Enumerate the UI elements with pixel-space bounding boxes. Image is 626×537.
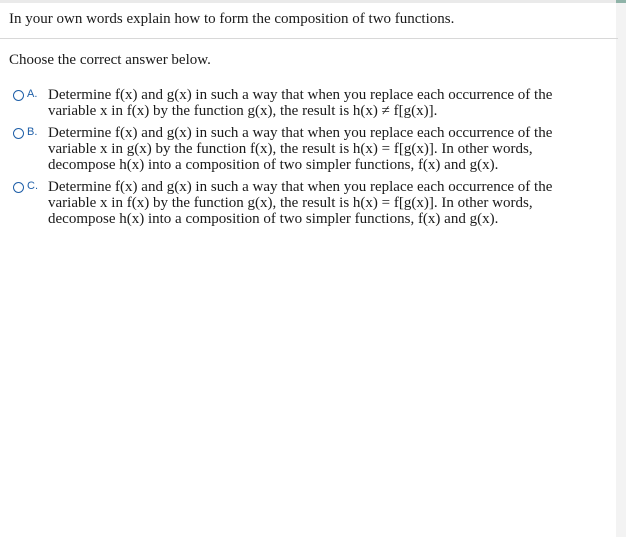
- right-rail-accent: [616, 0, 626, 3]
- choice-text-line: variable x in g(x) by the function f(x), the result is h(x) = f[g(x)]. In other words,: [48, 141, 533, 157]
- choice-c[interactable]: [13, 179, 613, 227]
- choice-letter: C.: [27, 180, 38, 192]
- radio-button-icon[interactable]: [13, 182, 24, 193]
- top-border: [0, 0, 626, 3]
- choice-text-line: decompose h(x) into a composition of two simpler functions, f(x) and g(x).: [48, 211, 499, 227]
- answer-choices: [13, 87, 613, 233]
- choice-text-line: Determine f(x) and g(x) in such a way that when you replace each occurrence of the: [48, 125, 553, 141]
- choice-text-line: Determine f(x) and g(x) in such a way that when you replace each occurrence of the: [48, 179, 553, 195]
- divider: [0, 38, 618, 39]
- choice-text-line: variable x in f(x) by the function g(x), the result is h(x) ≠ f[g(x)].: [48, 103, 438, 119]
- choice-a[interactable]: [13, 87, 613, 119]
- radio-button-icon[interactable]: [13, 128, 24, 139]
- choice-text-line: Determine f(x) and g(x) in such a way that when you replace each occurrence of the: [48, 87, 553, 103]
- choice-letter: A.: [27, 88, 38, 100]
- choice-letter: B.: [27, 126, 38, 138]
- choice-text-line: decompose h(x) into a composition of two simpler functions, f(x) and g(x).: [48, 157, 499, 173]
- question-text: In your own words explain how to form the composition of two functions.: [9, 11, 455, 27]
- radio-button-icon[interactable]: [13, 90, 24, 101]
- instruction-text: Choose the correct answer below.: [9, 52, 211, 68]
- choice-b[interactable]: [13, 125, 613, 173]
- choice-text-line: variable x in f(x) by the function g(x), the result is h(x) = f[g(x)]. In other words,: [48, 195, 533, 211]
- right-scroll-rail: [616, 0, 626, 537]
